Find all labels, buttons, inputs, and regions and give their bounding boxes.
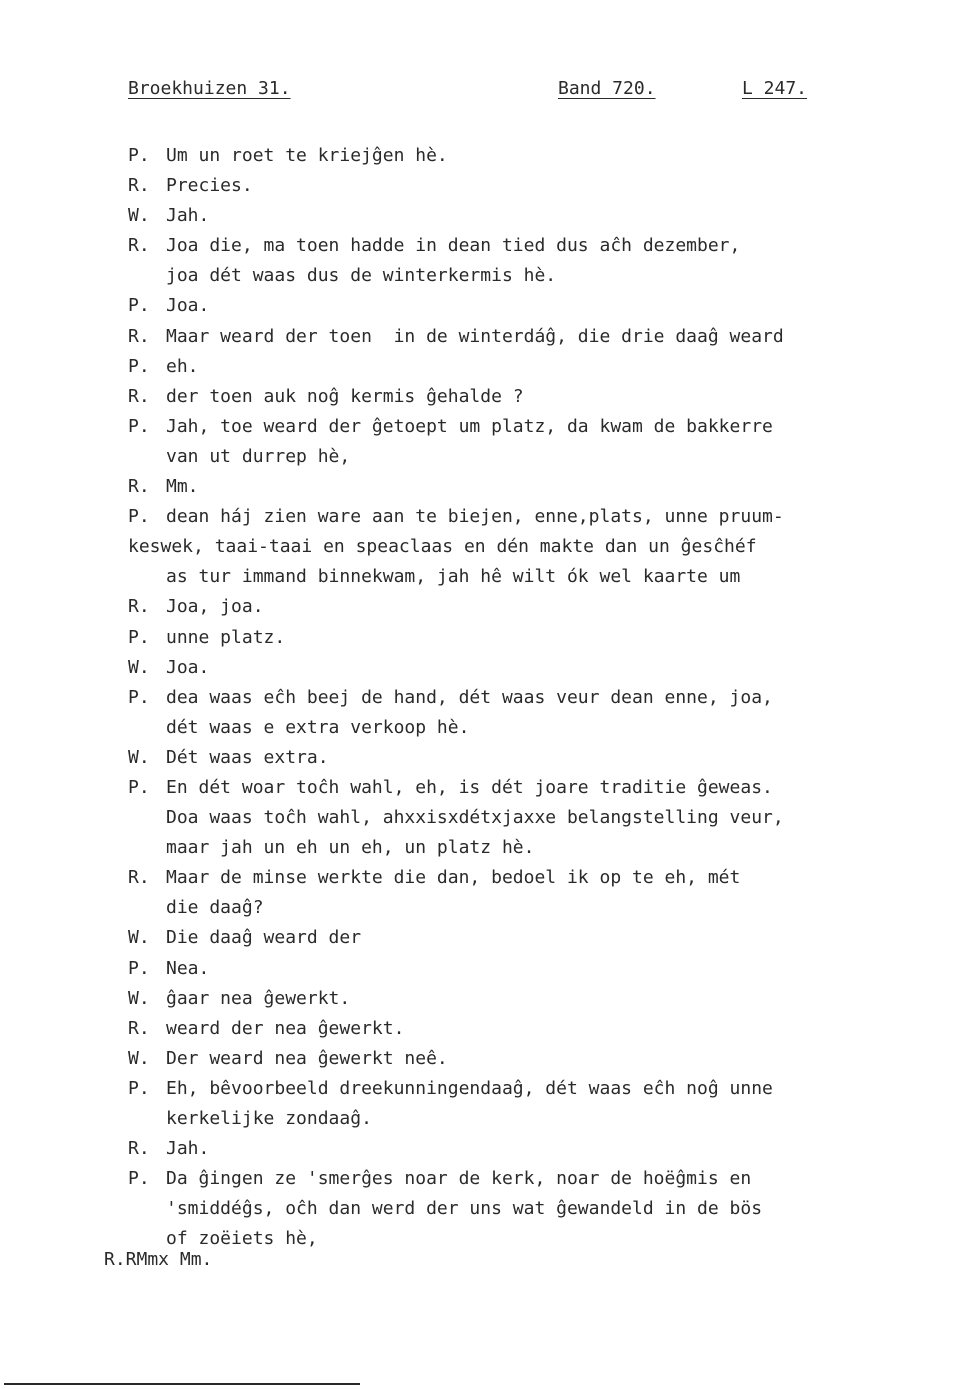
utterance-line: dea waas eĉh beej de hand, dét waas veur dean enne, joa, (166, 686, 773, 708)
speaker-label: R. (128, 596, 150, 618)
utterance (166, 1134, 888, 1164)
utterance-line: Dét waas extra. (166, 746, 329, 768)
utterance (166, 322, 888, 352)
dialogue-turn (128, 984, 888, 1014)
speaker-label: R. (128, 235, 150, 257)
utterance (166, 171, 888, 201)
utterance (166, 1044, 888, 1074)
utterance-line: joa dét waas dus de winterkermis hè. (166, 265, 557, 287)
utterance (166, 412, 888, 472)
utterance (128, 502, 888, 592)
utterance (166, 1014, 888, 1044)
speaker-label: P. (128, 686, 150, 708)
utterance (166, 863, 888, 923)
speaker-label: W. (128, 987, 150, 1009)
utterance (166, 1074, 888, 1134)
utterance (166, 1164, 888, 1254)
utterance-line: Eh, bêvoorbeeld dreekunningendaaĝ, dét waas eĉh noĝ unne (166, 1077, 773, 1099)
dialogue-turn (128, 1134, 888, 1164)
utterance (166, 623, 888, 653)
speaker-label: P. (128, 355, 150, 377)
dialogue-turn (128, 231, 888, 291)
utterance-line: Jah. (166, 1138, 210, 1160)
utterance-line: dean háj zien ware aan te biejen, enne,plats, unne pruum- (166, 506, 784, 528)
speaker-label: P. (128, 776, 150, 798)
dialogue-turn (128, 1074, 888, 1134)
dialogue-turn (128, 1014, 888, 1044)
dialogue-turn (128, 141, 888, 171)
speaker-label: P. (128, 506, 150, 528)
speaker-label: R. (128, 175, 150, 197)
utterance-line: as tur immand binnekwam, jah hê wilt ók wel kaarte um (166, 566, 741, 588)
utterance-line: ĝaar nea ĝewerkt. (166, 987, 351, 1009)
dialogue-turn (128, 1044, 888, 1074)
speaker-label: W. (128, 746, 150, 768)
footer-rule (4, 1383, 360, 1385)
speaker-label: P. (128, 1168, 150, 1190)
utterance (166, 773, 888, 863)
utterance-line: Doa waas toĉh wahl, ahxxisxdétxjaxxe belangstelling veur, (166, 807, 784, 829)
utterance-line: En dét woar toĉh wahl, eh, is dét joare traditie ĝeweas. (166, 776, 773, 798)
utterance-line: dét waas e extra verkoop hè. (166, 716, 470, 738)
dialogue-turn (128, 201, 888, 231)
utterance-line: Maar weard der toen in de winterdáĝ, die drie daaĝ weard (166, 325, 784, 347)
utterance-line: Jah, toe weard der ĝetoept um platz, da kwam de bakkerre (166, 415, 773, 437)
dialogue-turn (128, 773, 888, 863)
speaker-label: P. (128, 1077, 150, 1099)
utterance (166, 141, 888, 171)
utterance (166, 382, 888, 412)
utterance-line: Joa. (166, 295, 210, 317)
utterance (166, 743, 888, 773)
utterance-line: keswek, taai-taai en speaclaas en dén makte dan un ĝesĉhéf (128, 536, 757, 558)
dialogue-turn (128, 472, 888, 502)
dialogue-turn (128, 863, 888, 923)
utterance-line: Maar de minse werkte die dan, bedoel ik op te eh, mét (166, 867, 741, 889)
header-location: Broekhuizen 31. (128, 78, 291, 99)
utterance-line: der toen auk noĝ kermis ĝehalde ? (166, 385, 524, 407)
utterance-line: of zoëiets hè, (166, 1228, 318, 1250)
utterance-line: maar jah un eh un eh, un platz hè. (166, 837, 535, 859)
utterance (166, 923, 888, 953)
speaker-label: P. (128, 295, 150, 317)
utterance-line: Jah. (166, 205, 210, 227)
utterance-line: Precies. (166, 175, 253, 197)
utterance-line: Um un roet te kriejĝen hè. (166, 145, 448, 166)
header-band: Band 720. (558, 78, 656, 99)
dialogue-turn (128, 683, 888, 743)
speaker-label: R. (128, 385, 150, 407)
speaker-label: W. (128, 656, 150, 678)
speaker-label: P. (128, 626, 150, 648)
utterance-line: eh. (166, 355, 199, 377)
utterance (166, 472, 888, 502)
utterance (166, 592, 888, 622)
dialogue-turn (128, 291, 888, 321)
utterance-line: Mm. (166, 476, 199, 498)
dialogue-turn (128, 653, 888, 683)
speaker-label: W. (128, 205, 150, 227)
utterance-line: Da ĝingen ze 'smerĝes noar de kerk, noar de hoëĝmis en (166, 1168, 752, 1190)
speaker-label: P. (128, 145, 150, 166)
utterance (166, 984, 888, 1014)
utterance (166, 653, 888, 683)
dialogue-turn (128, 502, 888, 592)
utterance-line: Joa, joa. (166, 596, 264, 618)
utterance-line: kerkelijke zondaaĝ. (166, 1108, 372, 1129)
speaker-label: P. (128, 415, 150, 437)
utterance (166, 231, 888, 291)
header-page-number: L 247. (742, 78, 808, 99)
utterance-line: unne platz. (166, 626, 286, 648)
utterance (166, 291, 888, 321)
utterance-line: Joa. (166, 656, 210, 678)
transcript-last-line: R.RMmx Mm. (104, 1249, 213, 1270)
speaker-label: W. (128, 927, 150, 949)
speaker-label: R. (128, 1017, 150, 1039)
utterance-line: Joa die, ma toen hadde in dean tied dus aĉh dezember, (166, 235, 741, 257)
dialogue-turn (128, 623, 888, 653)
dialogue-turn (128, 352, 888, 382)
dialogue-turn (128, 412, 888, 472)
utterance (166, 201, 888, 231)
dialogue-turn (128, 743, 888, 773)
dialogue-turn (128, 382, 888, 412)
dialogue-turn (128, 954, 888, 984)
dialogue-turn (128, 923, 888, 953)
speaker-label: P. (128, 957, 150, 979)
utterance (166, 352, 888, 382)
utterance-line: die daaĝ? (166, 897, 264, 919)
dialogue-turn (128, 1164, 888, 1254)
speaker-label: R. (128, 325, 150, 347)
speaker-label: R. (128, 1138, 150, 1160)
dialogue-turn (128, 592, 888, 622)
dialogue-turn (128, 171, 888, 201)
utterance-line: van ut durrep hè, (166, 445, 351, 467)
utterance-line: 'smiddéĝs, oĉh dan werd der uns wat ĝewandeld in de bös (166, 1198, 763, 1220)
speaker-label: W. (128, 1047, 150, 1069)
utterance (166, 954, 888, 984)
utterance-line: Die daaĝ weard der (166, 927, 362, 949)
transcript-body (128, 141, 888, 1254)
utterance-line: weard der nea ĝewerkt. (166, 1017, 405, 1039)
speaker-label: R. (128, 867, 150, 889)
dialogue-turn (128, 322, 888, 352)
speaker-label: R. (128, 476, 150, 498)
utterance (166, 683, 888, 743)
utterance-line: Nea. (166, 957, 210, 979)
utterance-line: Der weard nea ĝewerkt neê. (166, 1047, 448, 1069)
